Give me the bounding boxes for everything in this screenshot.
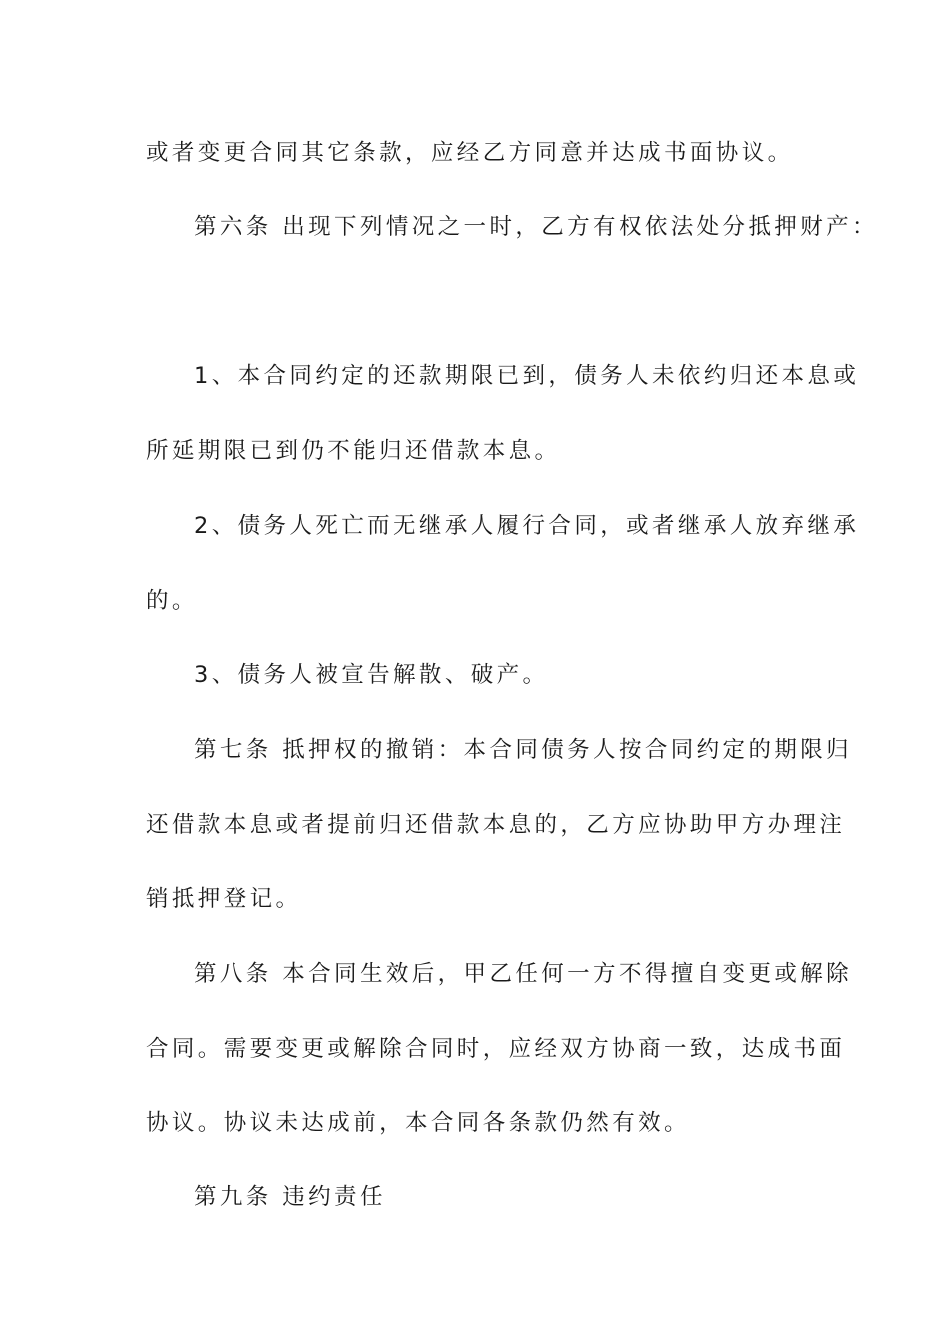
- text-line-7: 3、债务人被宣告解散、破产。: [194, 662, 549, 688]
- text-line-14: 第九条 违约责任: [194, 1184, 386, 1210]
- text-line-2: 第六条 出现下列情况之一时，乙方有权依法处分抵押财产：: [194, 214, 878, 240]
- text-line-3: 1、本合同约定的还款期限已到，债务人未依约归还本息或: [194, 363, 860, 389]
- text-line-5: 2、债务人死亡而无继承人履行合同，或者继承人放弃继承: [194, 513, 860, 539]
- text-line-1: 或者变更合同其它条款，应经乙方同意并达成书面协议。: [146, 140, 794, 166]
- text-line-4: 所延期限已到仍不能归还借款本息。: [146, 438, 561, 464]
- text-line-10: 销抵押登记。: [146, 886, 302, 912]
- text-line-11: 第八条 本合同生效后，甲乙任何一方不得擅自变更或解除: [194, 961, 853, 987]
- text-line-12: 合同。需要变更或解除合同时，应经双方协商一致，达成书面: [146, 1036, 846, 1062]
- text-line-9: 还借款本息或者提前归还借款本息的，乙方应协助甲方办理注: [146, 812, 846, 838]
- text-line-13: 协议。协议未达成前，本合同各条款仍然有效。: [146, 1110, 690, 1136]
- text-line-8: 第七条 抵押权的撤销：本合同债务人按合同约定的期限归: [194, 737, 853, 763]
- text-line-6: 的。: [146, 588, 198, 614]
